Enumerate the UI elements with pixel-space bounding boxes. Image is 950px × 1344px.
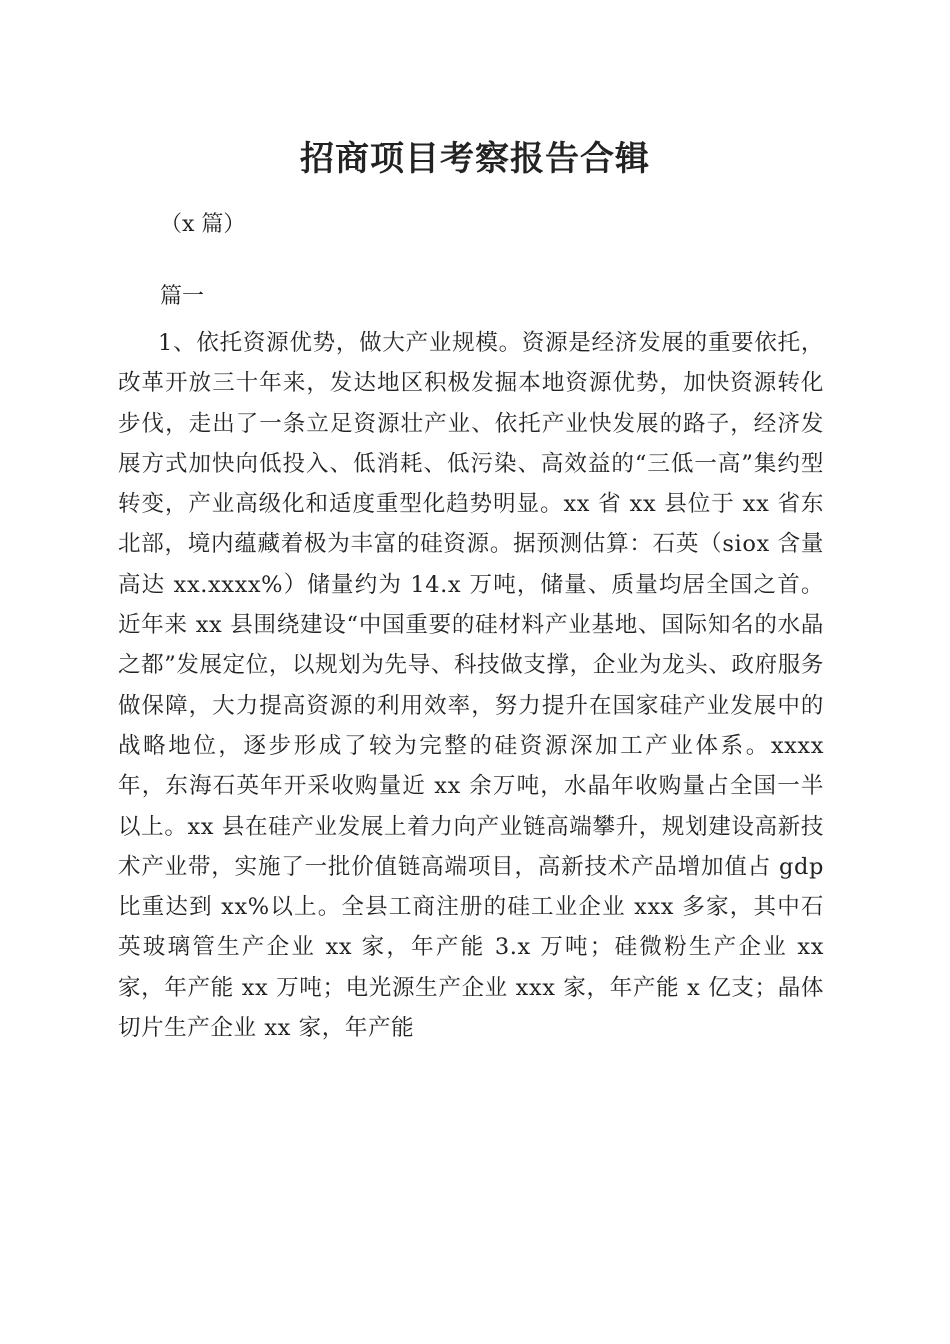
section-label: 篇一 [160, 284, 205, 309]
document-title: 招商项目考察报告合辑 [300, 139, 650, 179]
article-count-label: （x 篇） [160, 212, 246, 237]
body-paragraph: 1、依托资源优势，做大产业规模。资源是经济发展的重要依托，改革开放三十年来，发达地区积极发掘本地资源优势，加快资源转化步伐，走出了一条立足资源壮产业、依托产业快发展的路子，经济发展方式加快向低投入、低消耗、低污染、高效益的“三低一高”集约型转变，产业高级化和适度重型化趋势明显。xx 省 xx 县位于 xx 省东北部，境内蕴藏着极为丰富的硅资源。据预测估算：石英（siox 含量高达 xx.xxxx%）储量约为 14.x 万吨，储量、质量均居全国之首。近年来 xx 县围绕建设“中国重要的硅材料产业基地、国际知名的水晶之都”发展定位，以规划为先导、科技做支撑，企业为龙头、政府服务做保障，大力提高资源的利用效率，努力提升在国家硅产业发展中的战略地位，逐步形成了较为完整的硅资源深加工产业体系。xxxx 年，东海石英年开采收购量近 xx 余万吨，水晶年收购量占全国一半以上。xx 县在硅产业发展上着力向产业链高端攀升，规划建设高新技术产业带，实施了一批价值链高端项目，高新技术产品增加值占 gdp 比重达到 xx%以上。全县工商注册的硅工业企业 xxx 多家，其中石英玻璃管生产企业 xx 家，年产能 3.x 万吨；硅微粉生产企业 xx 家，年产能 xx 万吨；电光源生产企业 xxx 家，年产能 x 亿支；晶体切片生产企业 xx 家，年产能 [118, 330, 824, 1042]
